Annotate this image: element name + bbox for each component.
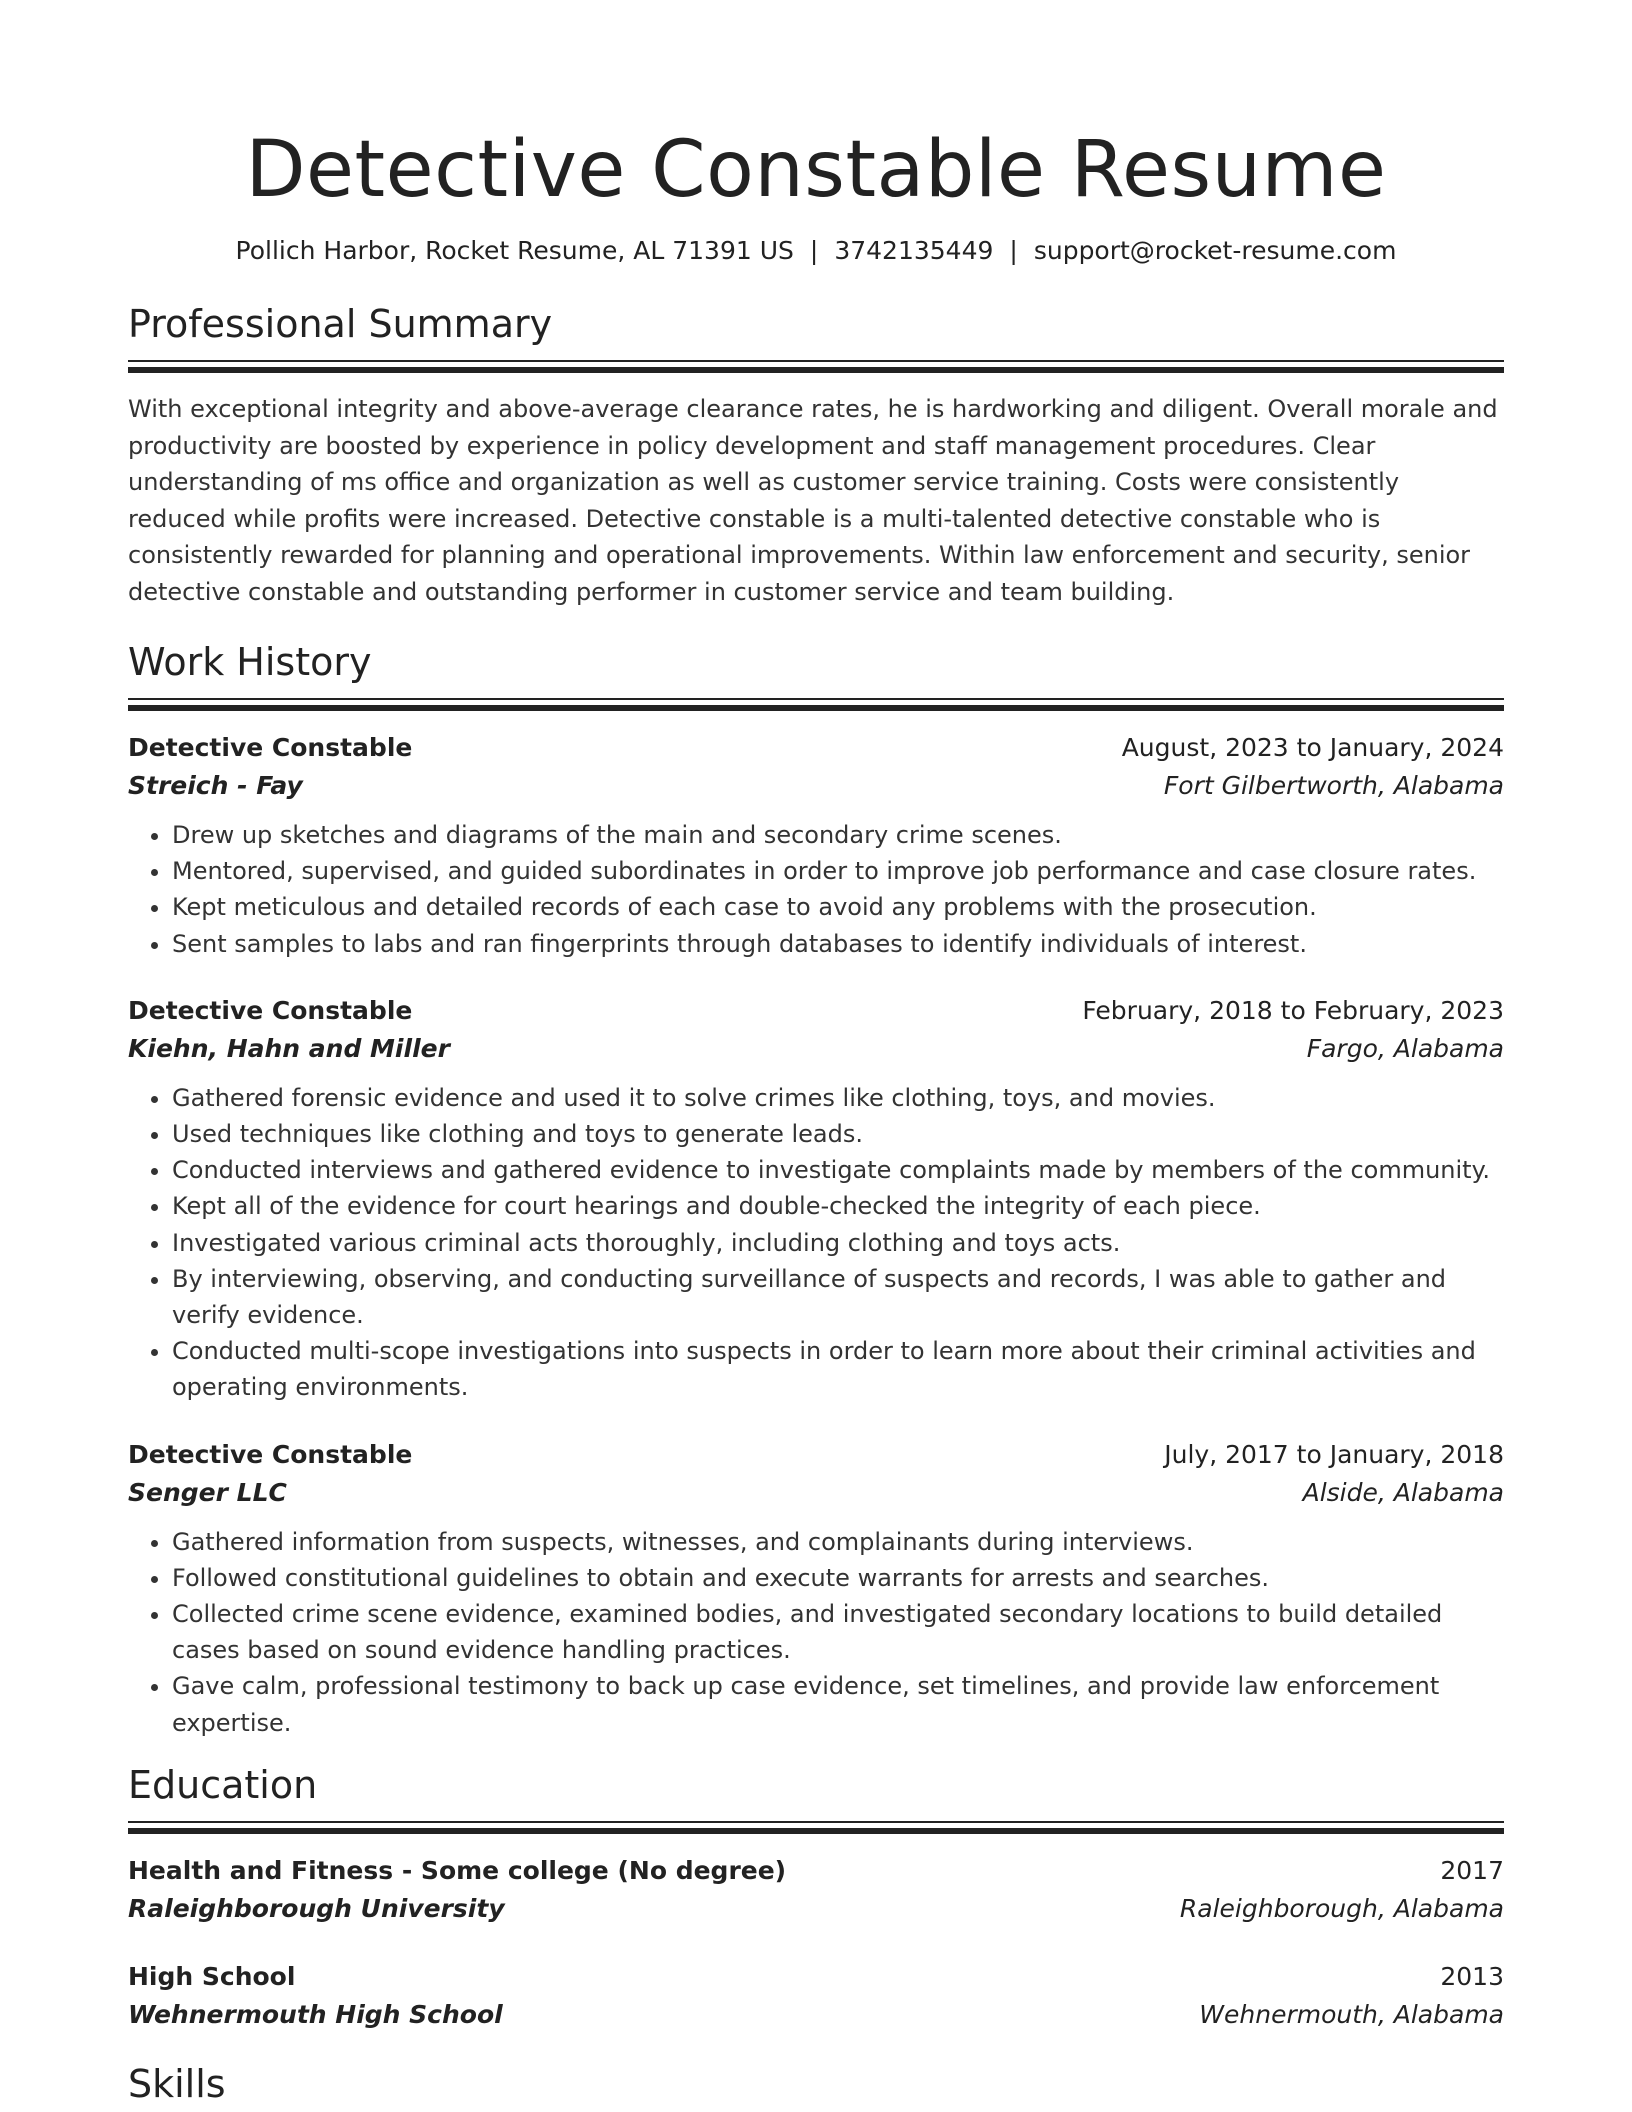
education-school-row: [128, 1996, 1504, 2034]
summary-text: With exceptional integrity and above-average clearance rates, he is hardworking and diligent. Overall morale and productivity are boosted by experience in policy development and staff management procedures. Clear understanding of ms office and organization as well as customer service training. Costs were consistently reduced while profits were increased. Detective constable is a multi-talented detective constable who is consistently rewarded for planning and operational improvements. Within law enforcement and security, senior detective constable and outstanding performer in customer service and team building.: [128, 395, 1498, 606]
list-item: • Gathered information from suspects, witnesses, and complainants during interviews.: [172, 1524, 1504, 1560]
resume-page: [128, 0, 1504, 2108]
education-entry: [128, 1958, 1504, 2034]
education-degree: High School: [128, 1961, 296, 1991]
job-bullets: [128, 1080, 1504, 1406]
list-item: • Used techniques like clothing and toys to generate leads.: [172, 1116, 1504, 1152]
job-entry: [128, 729, 1504, 962]
education-entry: [128, 1852, 1504, 1928]
list-item: • Conducted interviews and gathered evidence to investigate complaints made by members of the community.: [172, 1152, 1504, 1188]
education-location: Wehnermouth, Alabama: [1199, 1999, 1504, 2029]
job-title: Detective Constable: [128, 995, 413, 1025]
list-item: • Kept all of the evidence for court hearings and double-checked the integrity of each piece.: [172, 1188, 1504, 1224]
job-title: Detective Constable: [128, 1439, 413, 1469]
education-location: Raleighborough, Alabama: [1179, 1893, 1504, 1923]
job-company-row: [128, 767, 1504, 805]
job-company: Senger LLC: [128, 1477, 287, 1507]
job-company: Streich - Fay: [128, 771, 303, 800]
list-item: • Investigated various criminal acts thoroughly, including clothing and toys acts.: [172, 1225, 1504, 1261]
work-history-section: [128, 638, 1504, 1741]
job-entry: [128, 1436, 1504, 1741]
contact-separator: |: [809, 236, 819, 265]
contact-line: [128, 234, 1504, 268]
section-divider: [128, 698, 1504, 711]
section-heading-work-history: Work History: [128, 640, 372, 684]
list-item: • Conducted multi-scope investigations into suspects in order to learn more about their criminal activities and operating environments.: [172, 1333, 1504, 1405]
list-item: • Followed constitutional guidelines to obtain and execute warrants for arrests and searches.: [172, 1560, 1504, 1596]
resume-title: Detective Constable Resume: [245, 125, 1387, 215]
contact-email: support@rocket-resume.com: [1033, 236, 1397, 265]
education-school: Raleighborough University: [128, 1893, 505, 1923]
section-heading-education: Education: [128, 1762, 318, 1807]
education-section: [128, 1761, 1504, 2034]
education-school-row: [128, 1890, 1504, 1928]
contact-separator: |: [1009, 236, 1018, 265]
summary-section: [128, 300, 1504, 610]
list-item: • Collected crime scene evidence, examined bodies, and investigated secondary locations to build detailed cases based on sound evidence handling practices.: [172, 1596, 1504, 1668]
job-bullets: [128, 817, 1504, 962]
list-item: • Gathered forensic evidence and used it to solve crimes like clothing, toys, and movies.: [172, 1080, 1504, 1116]
education-year: 2017: [1440, 1855, 1504, 1885]
education-school: Wehnermouth High School: [128, 1999, 503, 2029]
contact-address: Pollich Harbor, Rocket Resume, AL 71391 US: [235, 236, 794, 265]
job-header-row: [128, 992, 1504, 1030]
job-location: Fort Gilbertworth, Alabama: [1163, 771, 1504, 800]
job-location: Alside, Alabama: [1302, 1477, 1504, 1507]
section-divider: [128, 360, 1504, 373]
education-year: 2013: [1440, 1961, 1504, 1991]
list-item: • Kept meticulous and detailed records of each case to avoid any problems with the prosecution.: [172, 889, 1504, 925]
section-divider: [128, 1821, 1504, 1834]
list-item: • Sent samples to labs and ran fingerprints through databases to identify individuals of interest.: [172, 926, 1504, 962]
list-item: • Drew up sketches and diagrams of the main and secondary crime scenes.: [172, 817, 1504, 853]
job-bullets: [128, 1524, 1504, 1741]
job-dates: August, 2023 to January, 2024: [1121, 733, 1504, 762]
list-item: • Gave calm, professional testimony to back up case evidence, set timelines, and provide law enforcement expertise.: [172, 1668, 1504, 1740]
section-heading-summary: Professional Summary: [128, 302, 553, 346]
education-header-row: [128, 1852, 1504, 1890]
list-item: • Mentored, supervised, and guided subordinates in order to improve job performance and case closure rates.: [172, 853, 1504, 889]
job-dates: February, 2018 to February, 2023: [1082, 995, 1504, 1025]
job-entry: [128, 992, 1504, 1406]
list-item: • By interviewing, observing, and conducting surveillance of suspects and records, I was able to gather and verify evidence.: [172, 1261, 1504, 1333]
job-dates: July, 2017 to January, 2018: [1164, 1439, 1504, 1469]
job-company: Kiehn, Hahn and Miller: [128, 1033, 450, 1063]
education-header-row: [128, 1958, 1504, 1996]
skills-section: [128, 2060, 1504, 2108]
contact-phone: 3742135449: [834, 236, 994, 265]
job-company-row: [128, 1030, 1504, 1068]
job-company-row: [128, 1474, 1504, 1512]
job-header-row: [128, 1436, 1504, 1474]
education-degree: Health and Fitness - Some college (No degree): [128, 1855, 787, 1885]
job-title: Detective Constable: [128, 733, 413, 762]
section-heading-skills: Skills: [128, 2061, 226, 2106]
job-location: Fargo, Alabama: [1306, 1033, 1504, 1063]
job-header-row: [128, 729, 1504, 767]
